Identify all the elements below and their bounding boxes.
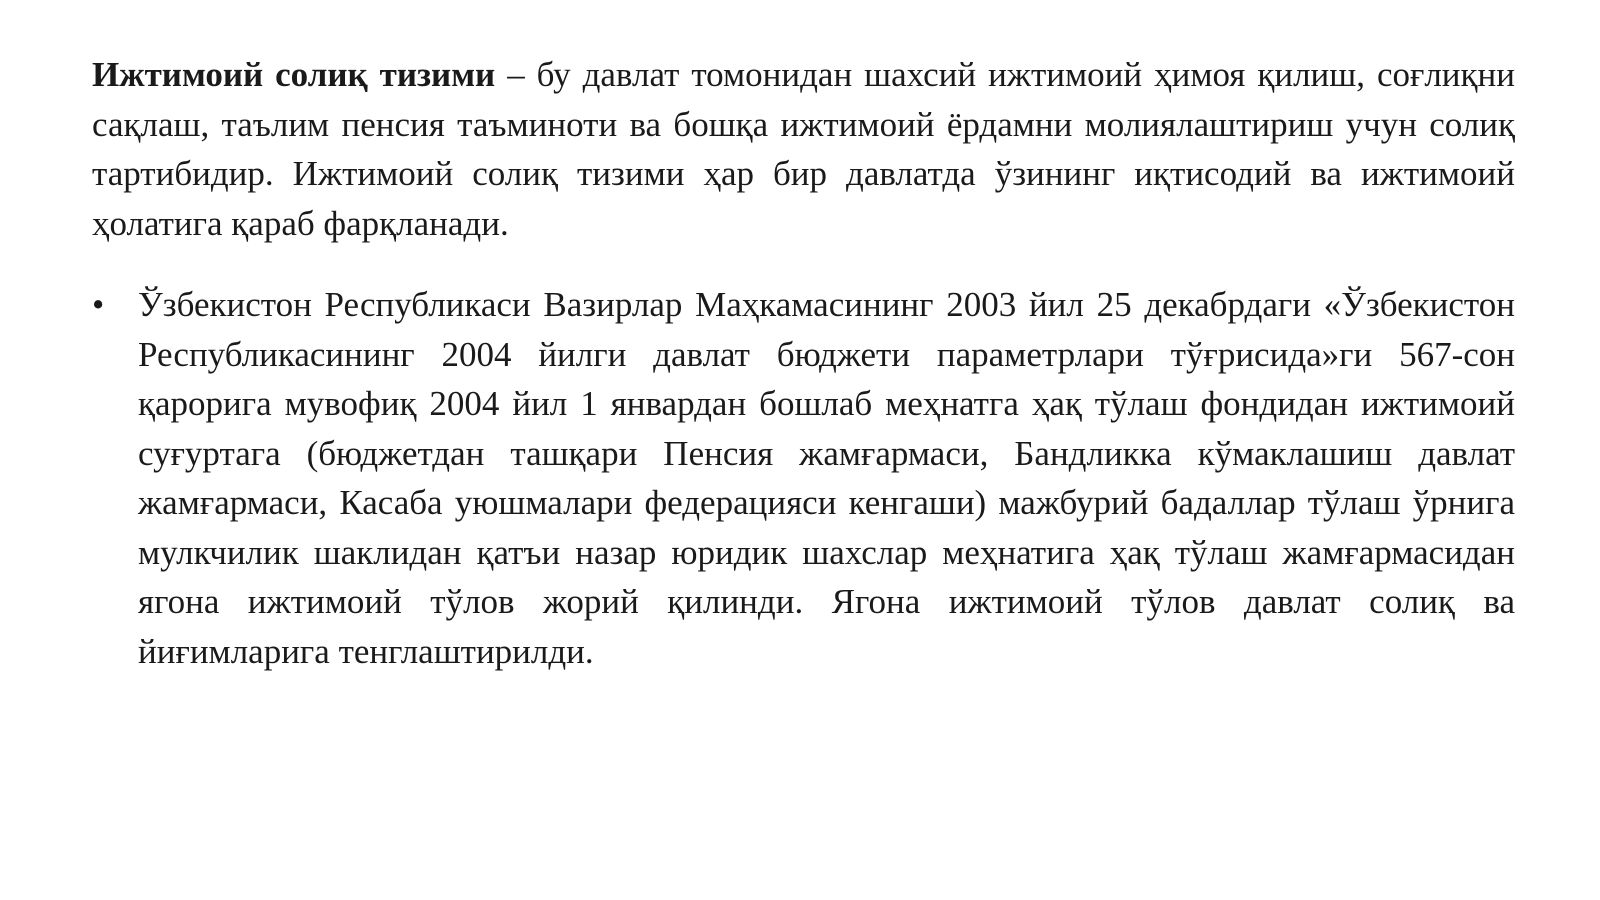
bullet-list	[92, 280, 1515, 676]
definition-paragraph	[92, 50, 1515, 248]
list-item	[92, 280, 1515, 676]
bullet-text: Ўзбекистон Республикаси Вазирлар Маҳкамасининг 2003 йил 25 декабрдаги «Ўзбекистон Республикасининг 2004 йилги давлат бюджети параметрлари тўғрисида»ги 567-сон қарорига мувофиқ 2004 йил 1 январдан бошлаб меҳнатга ҳақ тўлаш фондидан ижтимоий суғуртага (бюджетдан ташқари Пенсия жамғармаси, Бандликка кўмаклашиш давлат жамғармаси, Касаба уюшмалари федерацияси кенгаши) мажбурий бадаллар тўлаш ўрнига мулкчилик шаклидан қатъи назар юридик шахслар меҳнатига ҳақ тўлаш жамғармасидан ягона ижтимоий тўлов жорий қилинди. Ягона ижтимоий тўлов давлат солиқ ва йиғимларига тенглаштирилди.	[138, 285, 1515, 671]
definition-term: Ижтимоий солиқ тизими	[92, 55, 496, 94]
bullet-marker: •	[92, 285, 105, 324]
definition-text: – бу давлат томонидан шахсий ижтимоий ҳимоя қилиш, соғлиқни сақлаш, таълим пенсия таъминоти ва бошқа ижтимоий ёрдамни молиялаштириш учун солиқ тартибидир. Ижтимоий солиқ тизими ҳар бир давлатда ўзининг иқтисодий ва ижтимоий ҳолатига қараб фарқланади.	[92, 55, 1515, 243]
